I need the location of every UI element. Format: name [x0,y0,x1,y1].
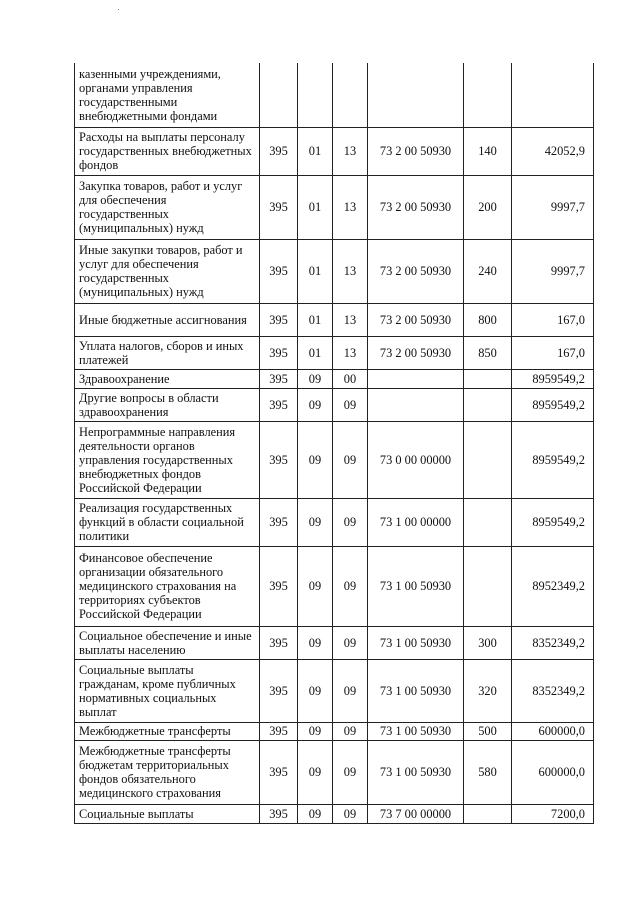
subsection-code-cell: 09 [333,722,368,740]
amount-cell: 600000,0 [512,740,594,804]
section-code-cell: 09 [298,722,333,740]
admin-code-cell: 395 [260,421,298,498]
target-article-cell [368,63,464,127]
expense-type-cell: 800 [464,303,512,336]
item-name-cell: Социальные выплаты [75,804,260,823]
admin-code-cell: 395 [260,740,298,804]
admin-code-cell: 395 [260,659,298,722]
subsection-code-cell: 09 [333,659,368,722]
table-row [75,336,594,369]
item-name-cell: Межбюджетные трансферты [75,722,260,740]
admin-code-cell: 395 [260,498,298,546]
subsection-code-cell: 09 [333,498,368,546]
item-name-cell: Финансовое обеспечение организации обязательного медицинского страхования на территориях субъектов Российской Федерации [75,546,260,626]
expense-type-cell [464,421,512,498]
section-code-cell: 01 [298,239,333,303]
amount-cell: 8352349,2 [512,659,594,722]
section-code-cell: 01 [298,303,333,336]
admin-code-cell: 395 [260,127,298,175]
section-code-cell: 09 [298,626,333,659]
table-row [75,659,594,722]
amount-cell: 8959549,2 [512,369,594,388]
item-name-cell: Здравоохранение [75,369,260,388]
subsection-code-cell: 09 [333,740,368,804]
section-code-cell: 09 [298,421,333,498]
amount-cell: 8959549,2 [512,498,594,546]
admin-code-cell: 395 [260,722,298,740]
target-article-cell: 73 0 00 00000 [368,421,464,498]
table-row [75,722,594,740]
table-row [75,804,594,823]
item-name-cell: Расходы на выплаты персоналу государственных внебюджетных фондов [75,127,260,175]
expense-type-cell [464,546,512,626]
table-row [75,546,594,626]
target-article-cell [368,388,464,421]
amount-cell: 9997,7 [512,175,594,239]
item-name-cell: Межбюджетные трансферты бюджетам территориальных фондов обязательного медицинского страхования [75,740,260,804]
target-article-cell: 73 1 00 50930 [368,546,464,626]
budget-table-body [75,63,594,823]
scan-speck [118,9,119,10]
admin-code-cell: 395 [260,546,298,626]
expense-type-cell [464,63,512,127]
amount-cell: 167,0 [512,303,594,336]
expense-type-cell [464,388,512,421]
section-code-cell: 01 [298,336,333,369]
amount-cell [512,63,594,127]
expense-type-cell: 500 [464,722,512,740]
section-code-cell: 09 [298,659,333,722]
amount-cell: 9997,7 [512,239,594,303]
table-row [75,740,594,804]
subsection-code-cell: 13 [333,239,368,303]
subsection-code-cell: 13 [333,175,368,239]
subsection-code-cell: 09 [333,804,368,823]
amount-cell: 600000,0 [512,722,594,740]
target-article-cell: 73 1 00 00000 [368,498,464,546]
section-code-cell: 01 [298,127,333,175]
expense-type-cell: 850 [464,336,512,369]
table-row [75,498,594,546]
target-article-cell: 73 2 00 50930 [368,303,464,336]
section-code-cell [298,63,333,127]
expense-type-cell: 320 [464,659,512,722]
section-code-cell: 09 [298,740,333,804]
item-name-cell: Иные закупки товаров, работ и услуг для обеспечения государственных (муниципальных) нужд [75,239,260,303]
item-name-cell: Уплата налогов, сборов и иных платежей [75,336,260,369]
target-article-cell: 73 2 00 50930 [368,175,464,239]
target-article-cell [368,369,464,388]
admin-code-cell: 395 [260,175,298,239]
amount-cell: 8952349,2 [512,546,594,626]
expense-type-cell: 200 [464,175,512,239]
amount-cell: 167,0 [512,336,594,369]
expense-type-cell: 140 [464,127,512,175]
subsection-code-cell: 09 [333,626,368,659]
admin-code-cell: 395 [260,626,298,659]
table-row [75,626,594,659]
table-row [75,303,594,336]
target-article-cell: 73 2 00 50930 [368,127,464,175]
expense-type-cell: 580 [464,740,512,804]
item-name-cell: Социальные выплаты гражданам, кроме публичных нормативных социальных выплат [75,659,260,722]
amount-cell: 8959549,2 [512,388,594,421]
section-code-cell: 09 [298,388,333,421]
item-name-cell: Реализация государственных функций в области социальной политики [75,498,260,546]
subsection-code-cell: 09 [333,421,368,498]
item-name-cell: Иные бюджетные ассигнования [75,303,260,336]
section-code-cell: 01 [298,175,333,239]
target-article-cell: 73 1 00 50930 [368,626,464,659]
subsection-code-cell [333,63,368,127]
expense-type-cell [464,498,512,546]
table-row [75,369,594,388]
section-code-cell: 09 [298,804,333,823]
item-name-cell: Непрограммные направления деятельности органов управления государственных внебюджетных фондов Российской Федерации [75,421,260,498]
item-name-cell: Другие вопросы в области здравоохранения [75,388,260,421]
amount-cell: 7200,0 [512,804,594,823]
section-code-cell: 09 [298,498,333,546]
subsection-code-cell: 09 [333,546,368,626]
item-name-cell: Закупка товаров, работ и услуг для обеспечения государственных (муниципальных) нужд [75,175,260,239]
table-row [75,63,594,127]
item-name-cell: Социальное обеспечение и иные выплаты населению [75,626,260,659]
target-article-cell: 73 2 00 50930 [368,336,464,369]
table-row [75,421,594,498]
subsection-code-cell: 09 [333,388,368,421]
expense-type-cell [464,369,512,388]
item-name-cell: казенными учреждениями, органами управления государственными внебюджетными фондами [75,63,260,127]
table-row [75,127,594,175]
admin-code-cell: 395 [260,303,298,336]
admin-code-cell: 395 [260,388,298,421]
amount-cell: 8352349,2 [512,626,594,659]
table-row [75,388,594,421]
subsection-code-cell: 13 [333,336,368,369]
section-code-cell: 09 [298,546,333,626]
target-article-cell: 73 1 00 50930 [368,722,464,740]
admin-code-cell: 395 [260,336,298,369]
target-article-cell: 73 1 00 50930 [368,659,464,722]
table-row [75,239,594,303]
admin-code-cell: 395 [260,804,298,823]
target-article-cell: 73 2 00 50930 [368,239,464,303]
amount-cell: 42052,9 [512,127,594,175]
table-row [75,175,594,239]
subsection-code-cell: 13 [333,127,368,175]
target-article-cell: 73 1 00 50930 [368,740,464,804]
subsection-code-cell: 00 [333,369,368,388]
admin-code-cell [260,63,298,127]
budget-table [74,63,594,824]
admin-code-cell: 395 [260,239,298,303]
expense-type-cell [464,804,512,823]
section-code-cell: 09 [298,369,333,388]
amount-cell: 8959549,2 [512,421,594,498]
expense-type-cell: 240 [464,239,512,303]
subsection-code-cell: 13 [333,303,368,336]
target-article-cell: 73 7 00 00000 [368,804,464,823]
admin-code-cell: 395 [260,369,298,388]
expense-type-cell: 300 [464,626,512,659]
